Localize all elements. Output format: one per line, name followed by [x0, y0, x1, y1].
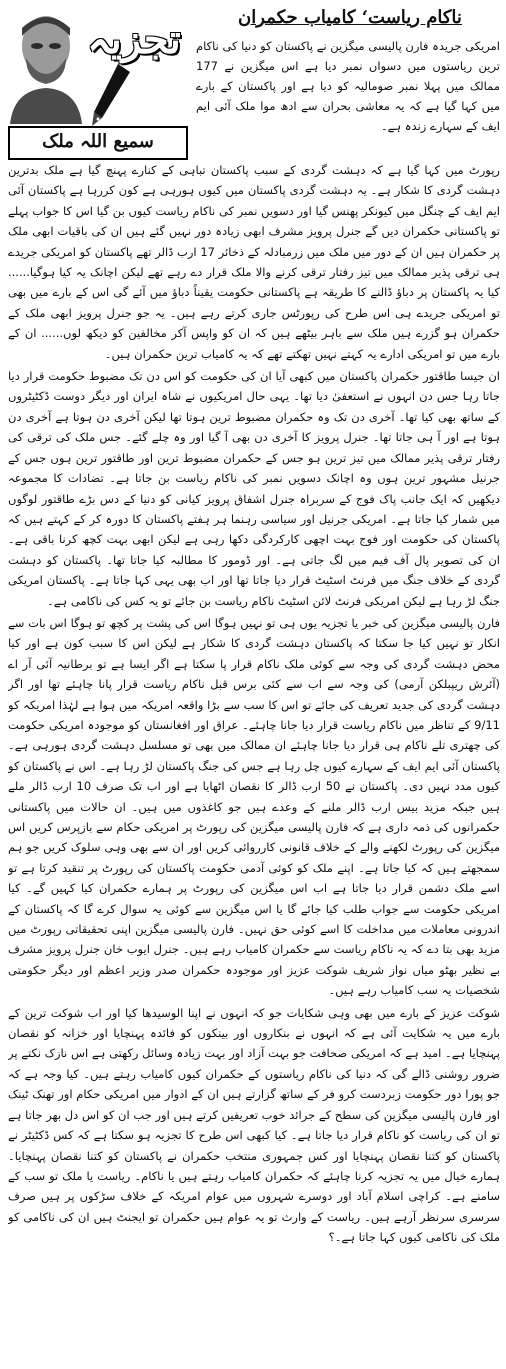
article-paragraph: شوکت عزیز کے بارے میں بھی وہی شکایات جو کہ انہوں نے اپنا الوسیدھا کیا اور اب شوکت ترین کے بارے میں یہ شکایت آئی ہے کہ انہوں نے بنکاروں اور بینکوں کو فائدہ پہنچایا اور خزانہ کو نقصان پہنچایا ہے۔ امید ہے کہ امریکی صحافت جو بہت آزاد اور بہت زیادہ وسائل رکھتی ہے اس نازک نکتے پر ضرور روشنی ڈالے گی کہ دنیا کی ناکام ریاستوں کے حکمران کیوں کامیاب رہتے ہیں۔ کیا وجہ ہے کہ جو پورا دور حکومت زبردست کرو فر کے ساتھ گزارتے ہیں ان کے ادوار میں امریکی حکام اور تھنک ٹینک اور فارن پالیسی میگزین کی سطح کے جرائد خوب تعریفیں کرتے ہیں اور جب ان کو اس دل بھر جاتا ہے تو ان کی ریاست کو ناکام قرار دیا جاتا ہے۔ کیا کبھی اس طرح کا تجزیہ ہو سکتا ہے کہ کس ڈکٹیٹر نے پاکستان کو کتنا نقصان پہنچایا اور کس جمہوری منتخب حکمران نے پاکستان کو کتنا نقصان پہنچایا۔ ہمارے خیال میں یہ تجزیہ کرنا چاہئے کہ حکمران کامیاب رہتے ہیں یا ناکام۔ ریاست یا ملک تو سب کے سامنے ہے۔ کراچی اسلام آباد اور دوسرے شہروں میں عوام امریکہ کے خلاف سڑکوں پر ہیں صرف سرسری سرنظر آرہے ہیں۔ ریاست کے وارث تو یہ عوام ہیں حکمران تو ایجنٹ ہیں ان کی ناکامی کو ملک کی ناکامی کیوں کہا جاتا ہے۔؟	[8, 1005, 500, 1245]
article-headline: ناکام ریاست‘ کامیاب حکمران	[238, 7, 462, 28]
article-paragraph: فارن پالیسی میگزین کی خبر یا تجزیہ یوں ہی تو نہیں ہوگا اس کی پشت پر کچھ تو ہوگا اس بات سے انکار تو نہیں کیا جا سکتا کہ پاکستان دہشت گردی کا شکار ہے لیکن اس کا سبب کون ہے اور کیا محض دہشت گردی کی وجہ سے کوئی ملک ناکام قرار پا سکتا ہے اگر ایسا ہے تو برطانیہ آئی آر اے (آئرش ریپبلکن آرمی) کی وجہ سے اب سے کئی برس قبل ناکام ریاست قرار پانا چاہئے تھا اور اگر دہشت گردی کی جدید تعریف کی جائے تو اس کا سب سے بڑا واقعہ امریکہ میں ہوا ہے لہٰذا امریکہ کو 9/11 کے تناظر میں ناکام ریاست قرار دیا جانا چاہئے۔ عراق اور افغانستان کو موجودہ امریکی حکومت کی چھتری تلے ناکام ہی قرار دیا جانا چاہئے ان ممالک میں بھی تو مسلسل دہشت گردی ہورہی ہے۔ پاکستان آئی ایم ایف کے سہارے کیوں چل رہا ہے جس کی جنگ پاکستان لڑ رہا ہے۔ اس نے پاکستان کو کیوں مدد نہیں دی۔ پاکستان نے 50 ارب ڈالر کا نقصان اٹھایا ہے اور اب تک صرف 10 ارب ڈالر ملے ہیں جبکہ مزید بیس ارب ڈالر ملنے کے وعدے ہیں جو کاغذوں میں ہیں۔ ان حالات میں پاکستانی حکمرانوں کی ذمہ داری ہے کہ فارن پالیسی میگزین کی رپورٹ پر امریکی حکام سے بازپرس کریں اس میگزین کی رپورٹ لکھنے والے کے خلاف قانونی کارروائی کریں اور ان سے بھی وہی سلوک کریں جو ہم سمجھتے ہیں کہ کیا جاتا ہے۔ اپنے ملک کو کوئی آدمی حکومت پاکستان کی رپورٹ پر تنقید کرتا ہے تو اسے ملک دشمن قرار دیا جاتا ہے اب اس میگزین کی رپورٹ پر ہمارے حکمران کیا کہیں گے۔ کیا امریکی حکومت سے جواب طلب کیا جائے گا یا اس میگزین سے کوئی یہ سوال کرے گا کہ پاکستان کے اندرونی معاملات میں مداخلت کا اسے کوئی حق نہیں۔ فارن پالیسی میگزین اپنی تحقیقاتی رپورٹ میں مزید بھی بتا دے کہ یہ ناکام ریاست سے حکمران کامیاب رہے ہیں۔ جنرل ایوب خان جنرل پرویز مشرف بے نظیر بھٹو میاں نواز شریف شوکت عزیز اور موجودہ حکمران صدر وزیر اعظم اور دیگر حکومتی شخصیات یہ سب کامیاب رہے ہیں۔	[8, 615, 500, 998]
fountain-pen-icon	[84, 62, 134, 128]
column-masthead	[6, 6, 186, 158]
article-paragraph: رپورٹ میں کہا گیا ہے کہ دہشت گردی کے سبب پاکستان تباہی کے کنارے پہنچ گیا ہے ملک بدترین دہشت گردی کا شکار ہے۔ یہ دہشت گردی پاکستان میں کیوں ہورہی ہے کون کررہا ہے پاکستان آئی ایم ایف کے چنگل میں کیونکر پھنس گیا اور دسویں نمبر کی ناکام ریاست کیوں بن گیا اس کا جواب پہلے تو پاکستانی حکمران دیں گے جنرل پرویز مشرف ابھی زیادہ دور نہیں گئے ہیں ان کی باقیات ابھی ملک پر حکمران ہیں ان کے دور میں ملک میں زرمبادلہ کے ذخائر 17 ارب ڈالر تھے پاکستان کو امریکی جریدے ہی ترقی پذیر ممالک میں تیز رفتار ترقی کرنے والا ملک قرار دے رہے تھے لیکن اچانک یہ کیا ہوگیا...... کیا یہ پاکستان پر دباؤ ڈالنے کا طریقہ ہے پاکستانی حکومت یقیناً دباؤ میں آئے گی اس کے بارے میں بھی تو امریکی جریدے ہی اس طرح کی رپورٹس جاری کرتے رہے ہیں۔ یہ جو جنرل پرویز ابھی ملک کے حکمران ہو گزرے ہیں ملک سے باہر بیٹھے ہیں کہ ان کو واپس آکر مخالفین کو دیکھ لوں...... ان کے بارے میں تو امریکی ادارے یہ کہتے نہیں تھکتے تھے کہ یہ کامیاب ترین حکمران ہیں۔	[8, 163, 500, 361]
article-body	[8, 160, 500, 1364]
columnist-portrait	[6, 6, 84, 124]
article-paragraph: ان جیسا طاقتور حکمران پاکستان میں کبھی آیا ان کی حکومت کو اس دن تک مضبوط حکومت قرار دیا جاتا رہا جس دن انہوں نے استعفیٰ دیا تھا۔ یہی حال امریکیوں نے شاہ ایران اور دیگر دوست ڈکٹیٹروں کے ساتھ بھی کیا تھا۔ آخری دن تک وہ حکمران مضبوط ترین ہوتا تھا لیکن آخری دن ہوتا ہے آخری دن ہوتا ہے اور آ ہی جاتا تھا۔ جنرل پرویز کا آخری دن بھی آ گیا اور وہ چلے گئے۔ جس ملک کی ترقی کی رفتار ترقی پذیر ممالک میں تیز ترین ہو جس کے حکمران مضبوط ترین اور طاقتور ترین ہوں جس کے جرنیل مشہور ترین ہوں وہ اچانک دسویں نمبر کی ناکام ریاست بن جاتا ہے۔ تضادات کا مجموعہ دیکھیں کہ ایک جانب پاک فوج کے سربراہ جنرل اشفاق پرویز کیانی کو دنیا کے دس بڑے طاقتور لوگوں میں شمار کیا جاتا ہے۔ امریکی جرنیل اور سیاسی رہنما ہر ہفتے پاکستان کا دورہ کر کے کہتے ہیں کہ پاکستان کی حکومت اور فوج بہت اچھی کارکردگی دکھا رہی ہے لیکن ابھی بہت کچھ کرنا باقی ہے۔ ان کی تصویر پال آف فیم میں لگ جاتی ہے۔ اور ڈومور کا مطالبہ کیا جاتا تھا۔ پاکستان کو دہشت گردی کے خلاف جنگ میں فرنٹ اسٹیٹ قرار دیا جاتا تھا اور اب بھی یہی کہا جاتا ہے۔ پاکستان امریکی جنگ لڑ رہا ہے لیکن امریکی فرنٹ لائن اسٹیٹ ناکام ریاست بن جائے تو یہ کس کی ناکامی ہے۔	[8, 369, 500, 608]
columnist-name: سمیع اللہ ملک	[8, 126, 188, 160]
columnist-portrait-icon	[6, 6, 84, 124]
article-intro: امریکی جریدہ فارن پالیسی میگزین نے پاکستان کو دنیا کی ناکام ترین ریاستوں میں دسواں نمبر دیا ہے اس میگزین نے 177 ممالک میں پہلا نمبر صومالیہ کو دیا ہے اور پاکستان کے بارے میں کہا گیا ہے کہ یہ معاشی بحران سے ادھ موا ملک آئی ایم ایف کے سہارے زندہ ہے۔	[196, 39, 500, 133]
column-brand-title: تجزیہ	[87, 16, 181, 63]
